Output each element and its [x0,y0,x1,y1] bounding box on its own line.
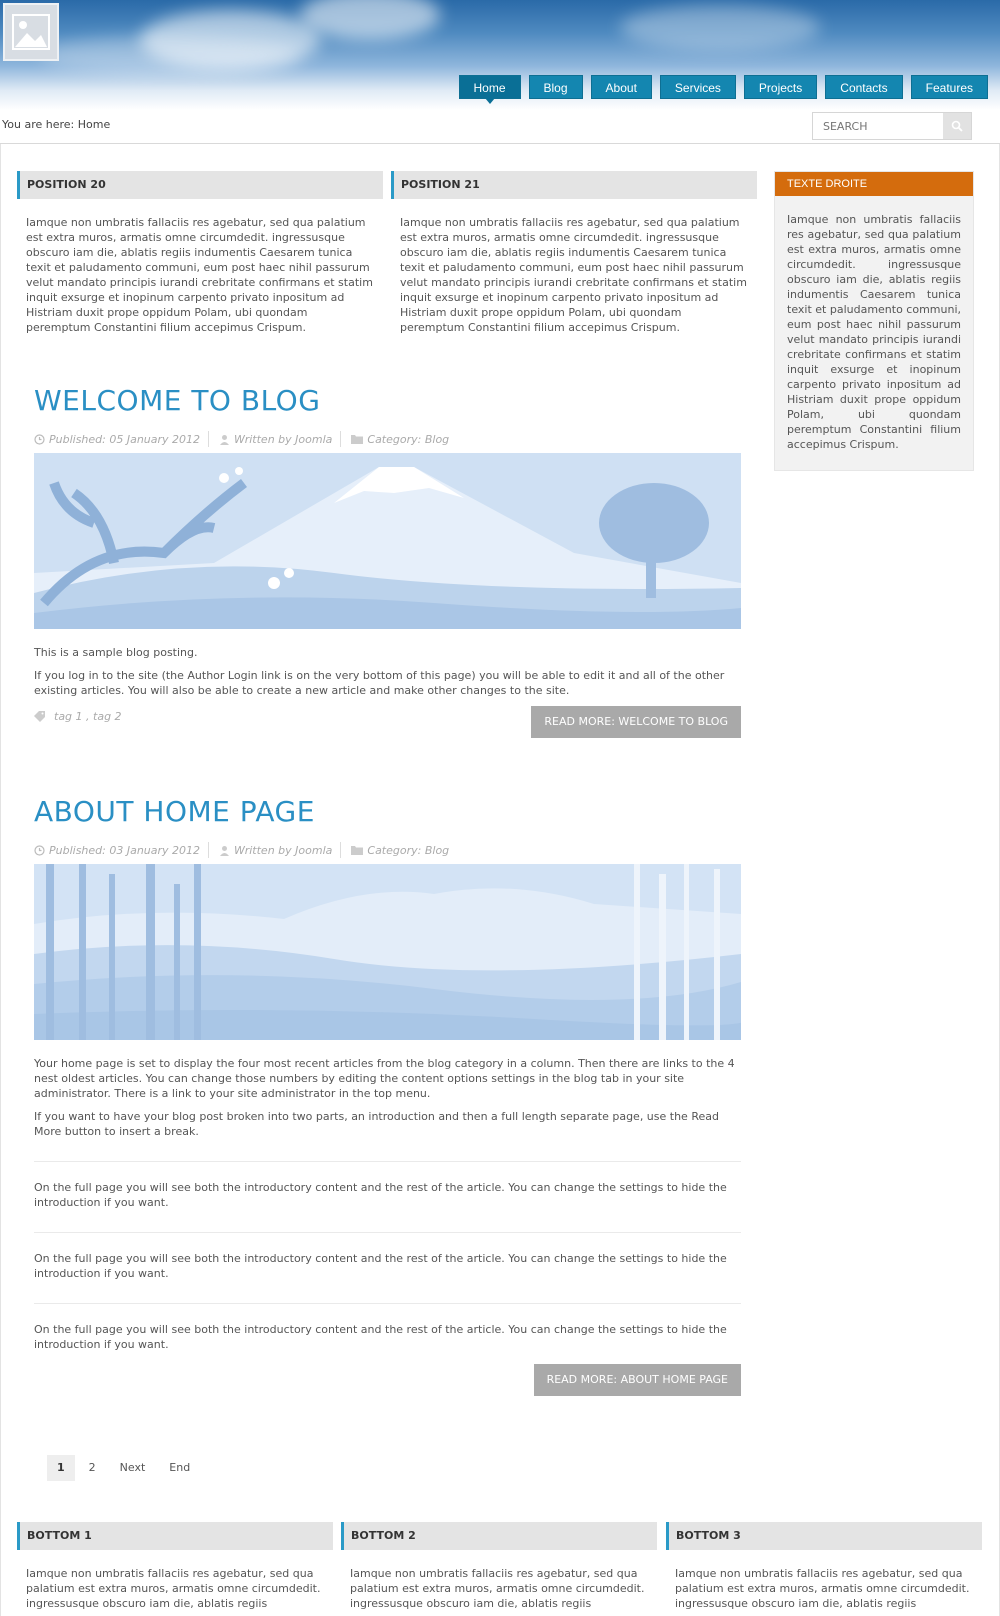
published-date [34,844,208,857]
module-text: Iamque non umbratis fallaciis res agebatur, sed qua palatium est extra muros, armatis omne circumdedit. ingressusque obscuro iam die, ablatis regiis indumentis Caesarem tunica texit et paludamento communi, eum post haec nihil passurum velut mandato principis iurandi crebritate confirmans et statim inquit exsurge et inopinum carpento privato inpositum ad Histriam duxit prope oppidum Polam, ubi quondam peremptum Constantini filium accepimus Crispum. [400,216,747,334]
author [219,433,340,446]
nav-item-contacts[interactable]: Contacts [825,75,902,99]
published-date [34,433,208,446]
author-text: Written by Joomla [234,843,333,857]
search-box [812,112,972,140]
user-icon [219,434,230,445]
image-placeholder-icon [11,13,51,53]
article-image [34,864,741,1040]
module-text: Iamque non umbratis fallaciis res agebatur, sed qua palatium est extra muros, armatis omne circumdedit. ingressusque obscuro iam die, ablatis regiis indumentis Caesarem tunica texit et paludamento communi, eum post haec nihil passurum velut mandato principis iurandi crebritate confirmans et statim inquit exsurge et inopinum carpento privato inpositum ad Histriam duxit prope oppidum Polam, ubi quondam peremptum Constantini filium accepimus Crispum. [26,216,373,334]
nav-item-features[interactable]: Features [911,75,988,99]
published-text: Published: 03 January 2012 [49,843,201,857]
module-title: POSITION 20 [17,171,383,199]
published-text: Published: 05 January 2012 [49,432,201,446]
page-next[interactable]: Next [119,1461,146,1474]
article-welcome [34,384,741,744]
bamboo-landscape-image [34,864,741,1040]
clock-icon [34,434,45,445]
category [351,433,457,446]
read-more-button[interactable]: READ MORE: WELCOME TO BLOG [531,706,741,738]
search-button[interactable] [943,113,971,139]
logo[interactable] [3,3,59,61]
pagination [47,1455,200,1481]
clock-icon [34,845,45,856]
folder-icon [351,434,363,444]
page-end[interactable]: End [169,1461,191,1474]
module-title: POSITION 21 [391,171,757,199]
category-link[interactable]: Category: Blog [367,843,450,857]
header-banner [0,0,1000,110]
module-title: BOTTOM 1 [17,1522,333,1550]
meta-divider [208,842,209,858]
read-more-button[interactable]: READ MORE: ABOUT HOME PAGE [534,1364,741,1396]
module-title: TEXTE DROITE [775,172,973,196]
module-text: Iamque non umbratis fallaciis res agebatur, sed qua palatium est extra muros, armatis omne circumdedit. ingressusque obscuro iam die, ablatis regiis indumentis Caesarem tunica texit et paludamento communi, eum post haec nihil passurum velut mandato principis iurandi crebritate confirmans et statim inquit exsurge et inopinum carpento privato inpositum ad Histriam duxit prope oppidum Polam, ubi quondam peremptum Constantini filium accepimus Crispum. [787,213,962,451]
module-text: Iamque non umbratis fallaciis res agebatur, sed qua palatium est extra muros, armatis omne circumdedit. ingressusque obscuro iam die, ablatis regiis [26,1567,321,1610]
module-bottom-1 [17,1522,333,1611]
search-input[interactable] [813,113,943,139]
category [351,844,457,857]
module-title: BOTTOM 2 [341,1522,657,1550]
divider [34,1232,741,1233]
divider [34,1303,741,1304]
search-icon [951,120,963,132]
module-position-20 [17,171,383,335]
tag-links[interactable]: tag 1 , tag 2 [54,710,122,723]
user-icon [219,845,230,856]
nav-item-services[interactable]: Services [660,75,736,99]
article-about-home [34,795,741,1395]
module-position-21 [391,171,757,335]
meta-divider [340,842,341,858]
article-title[interactable]: ABOUT HOME PAGE [34,795,315,828]
module-text: Iamque non umbratis fallaciis res agebatur, sed qua palatium est extra muros, armatis omne circumdedit. ingressusque obscuro iam die, ablatis regiis [350,1567,645,1610]
article-meta [34,431,741,447]
page-2[interactable]: 2 [88,1461,96,1474]
module-bottom-3 [666,1522,982,1611]
cloud-decoration [620,5,820,50]
article-image [34,453,741,629]
article-meta [34,842,741,858]
breadcrumb-bar [0,110,1000,144]
article-title[interactable]: WELCOME TO BLOG [34,384,321,417]
article-paragraph: Your home page is set to display the four most recent articles from the blog category in a column. Then there are links to the 4 nest oldest articles. You can change those numbers by editing the content options settings in the blog tab in your site administrator. There is a link to your site administrator in the top menu. [34,1057,735,1100]
article-paragraph: If you want to have your blog post broken into two parts, an introduction and then a full length separate page, use the Read More button to insert a break. [34,1110,719,1138]
main-nav [459,75,989,99]
author [219,844,340,857]
module-bottom-2 [341,1522,657,1611]
nav-item-blog[interactable]: Blog [529,75,583,99]
article-paragraph: This is a sample blog posting. [34,646,198,659]
nav-item-projects[interactable]: Projects [744,75,817,99]
landscape-image [34,453,741,629]
folder-icon [351,845,363,855]
tag-icon [34,711,46,722]
meta-divider [208,431,209,447]
nav-item-about[interactable]: About [591,75,652,99]
category-link[interactable]: Category: Blog [367,432,450,446]
article-paragraph: If you log in to the site (the Author Login link is on the very bottom of this page) you will be able to edit it and all of the other existing articles. You will also be able to create a new article and make other changes to the site. [34,669,725,697]
article-paragraph: On the full page you will see both the introductory content and the rest of the article. You can change the settings to hide the introduction if you want. [34,1252,727,1280]
author-text: Written by Joomla [234,432,333,446]
nav-item-home[interactable]: Home [459,75,521,99]
article-tags [34,710,122,723]
article-paragraph: On the full page you will see both the introductory content and the rest of the article. You can change the settings to hide the introduction if you want. [34,1181,727,1209]
divider [34,1161,741,1162]
module-texte-droite [774,171,974,471]
page-1[interactable]: 1 [47,1455,75,1481]
article-paragraph: On the full page you will see both the introductory content and the rest of the article. You can change the settings to hide the introduction if you want. [34,1323,727,1351]
breadcrumb: You are here: Home [2,118,111,131]
module-title: BOTTOM 3 [666,1522,982,1550]
cloud-decoration [300,0,440,40]
cloud-decoration [40,35,300,75]
module-text: Iamque non umbratis fallaciis res agebatur, sed qua palatium est extra muros, armatis omne circumdedit. ingressusque obscuro iam die, ablatis regiis [675,1567,970,1610]
meta-divider [340,431,341,447]
